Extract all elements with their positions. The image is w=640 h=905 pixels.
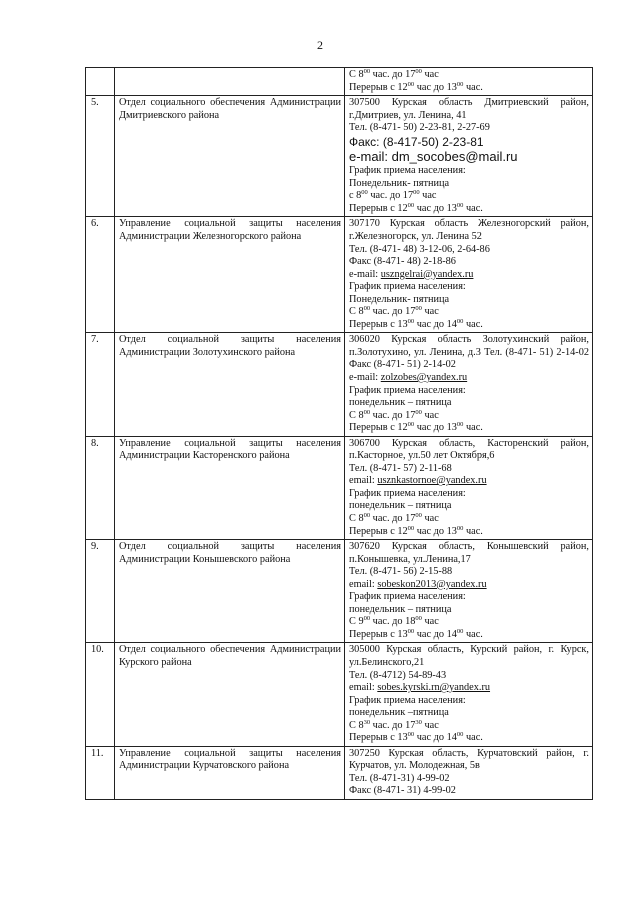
row-number: 10.: [86, 643, 115, 746]
table-row: [86, 217, 593, 333]
row-number: [86, 68, 115, 96]
table-row: [86, 746, 593, 799]
working-hours: С $9^{00}$ час. до $18^{00}$ час: [349, 615, 439, 628]
row-number: 5.: [86, 96, 115, 217]
schedule-title: График приема населения:: [349, 281, 466, 293]
schedule-days: понедельник – пятница: [349, 500, 452, 512]
organization-name: Отдел социальной защиты населения Администрации Золотухинского района: [115, 333, 345, 436]
schedule-days: Понедельник- пятница: [349, 293, 450, 305]
break-hours: Перерыв с $12^{00}$ час до $13^{00}$ час.: [349, 80, 483, 93]
fax: Факс (8-471- 31) 4-99-02: [349, 785, 456, 797]
fax: Факс (8-471- 48) 2-18-86: [349, 256, 456, 268]
organization-name: [115, 68, 345, 96]
working-hours: С $8^{00}$ час. до $17^{00}$ час: [349, 305, 439, 318]
email-link[interactable]: zolzobes@yandex.ru: [380, 371, 468, 383]
address: 305000 Курская область, Курский район, г. Курск, ул.Белинского,21: [349, 644, 589, 668]
schedule-days: понедельник –пятница: [349, 707, 449, 719]
schedule-days: понедельник – пятница: [349, 603, 452, 615]
working-hours: С $8^{30}$ час. до $17^{30}$ час: [349, 718, 439, 731]
contacts-table: [85, 67, 593, 800]
phone: Тел. (8-471- 50) 2-23-81, 2-27-69: [349, 122, 490, 134]
working-hours: С $8^{00}$ час. до $17^{00}$ час: [349, 68, 439, 80]
break-hours: Перерыв с $12^{00}$ час до $13^{00}$ час.: [349, 421, 483, 434]
phone: Тел. (8-471- 56) 2-15-88: [349, 566, 453, 578]
schedule-title: График приема населения:: [349, 384, 466, 396]
contact-details: [345, 643, 593, 746]
email: email: sobeskon2013@yandex.ru: [349, 578, 487, 590]
contact-details: [345, 540, 593, 643]
break-hours: Перерыв с $13^{00}$ час до $14^{00}$ час.: [349, 731, 483, 744]
email: e-mail: dm_socobes@mail.ru: [349, 149, 518, 165]
address: 307170 Курская область Железногорский район, г.Железногорск, ул. Ленина 52: [349, 218, 589, 242]
address: 307500 Курская область Дмитриевский район, г.Дмитриев, ул. Ленина, 41: [349, 97, 589, 121]
phone: Тел. (8-4712) 54-89-43: [349, 669, 447, 681]
schedule-title: График приема населения:: [349, 487, 466, 499]
working-hours: с $8^{00}$ час. до $17^{00}$ час: [349, 189, 437, 202]
schedule-title: График приема населения:: [349, 165, 466, 177]
phone: Тел. (8-471-31) 4-99-02: [349, 772, 450, 784]
table-row: [86, 333, 593, 436]
address: 307620 Курская область, Конышевский район, п.Конышевка, ул.Ленина,17: [349, 541, 589, 565]
organization-name: Управление социальной защиты населения Администрации Касторенского района: [115, 436, 345, 539]
schedule-title: График приема населения:: [349, 591, 466, 603]
fax: Факс: (8-417-50) 2-23-81: [349, 134, 484, 149]
contact-details: [345, 96, 593, 217]
working-hours: С $8^{00}$ час. до $17^{00}$ час: [349, 408, 439, 421]
address: 306700 Курская область, Касторенский район, п.Касторное, ул.50 лет Октября,6: [349, 437, 589, 462]
organization-name: Управление социальной защиты населения Администрации Железногорского района: [115, 217, 345, 333]
schedule-days: Понедельник- пятница: [349, 177, 450, 189]
table-row: [86, 96, 593, 217]
email: e-mail: uszngelrai@yandex.ru: [349, 268, 474, 280]
address: 306020 Курская область Золотухинский район, п.Золотухино, ул. Ленина, д.3 Тел. (8-471- 51) 2-14-02 Факс (8-471- 51) 2-14-02: [349, 334, 589, 371]
contact-details: [345, 217, 593, 333]
organization-name: Отдел социального обеспечения Администрации Дмитриевского района: [115, 96, 345, 217]
row-number: 9.: [86, 540, 115, 643]
email-link[interactable]: sobes.kyrski.rn@yandex.ru: [377, 682, 491, 694]
email: email: sobes.kyrski.rn@yandex.ru: [349, 682, 491, 694]
contact-details: [345, 746, 593, 799]
break-hours: Перерыв с $13^{00}$ час до $14^{00}$ час.: [349, 317, 483, 330]
table-row: [86, 436, 593, 539]
row-number: 7.: [86, 333, 115, 436]
email: email: usznkastornoe@yandex.ru: [349, 475, 487, 487]
organization-name: Отдел социальной защиты населения Администрации Конышевского района: [115, 540, 345, 643]
schedule-days: понедельник – пятница: [349, 397, 452, 409]
contact-details: [345, 333, 593, 436]
row-number: 6.: [86, 217, 115, 333]
page-number: 2: [317, 38, 323, 52]
contact-details: [345, 68, 593, 96]
email-link[interactable]: sobeskon2013@yandex.ru: [377, 578, 487, 590]
organization-name: Отдел социального обеспечения Администрации Курского района: [115, 643, 345, 746]
contact-details: [345, 436, 593, 539]
break-hours: Перерыв с $12^{00}$ час до $13^{00}$ час.: [349, 524, 483, 537]
address: 307250 Курская область, Курчатовский район, г. Курчатов, ул. Молодежная, 5в: [349, 747, 589, 772]
phone: Тел. (8-471- 48) 3-12-06, 2-64-86: [349, 243, 490, 255]
email: e-mail: zolzobes@yandex.ru: [349, 371, 468, 383]
row-number: 11.: [86, 746, 115, 799]
organization-name: Управление социальной защиты населения Администрации Курчатовского района: [115, 746, 345, 799]
break-hours: Перерыв с $12^{00}$ час до $13^{00}$ час.: [349, 201, 483, 214]
email-link[interactable]: uszngelrai@yandex.ru: [380, 268, 474, 280]
table-row: [86, 643, 593, 746]
table-row: [86, 68, 593, 96]
phone: Тел. (8-471- 57) 2-11-68: [349, 462, 452, 474]
break-hours: Перерыв с $13^{00}$ час до $14^{00}$ час.: [349, 627, 483, 640]
email-link[interactable]: usznkastornoe@yandex.ru: [377, 475, 487, 487]
working-hours: С $8^{00}$ час. до $17^{00}$ час: [349, 511, 439, 524]
row-number: 8.: [86, 436, 115, 539]
schedule-title: График приема населения:: [349, 694, 466, 706]
table-row: [86, 540, 593, 643]
